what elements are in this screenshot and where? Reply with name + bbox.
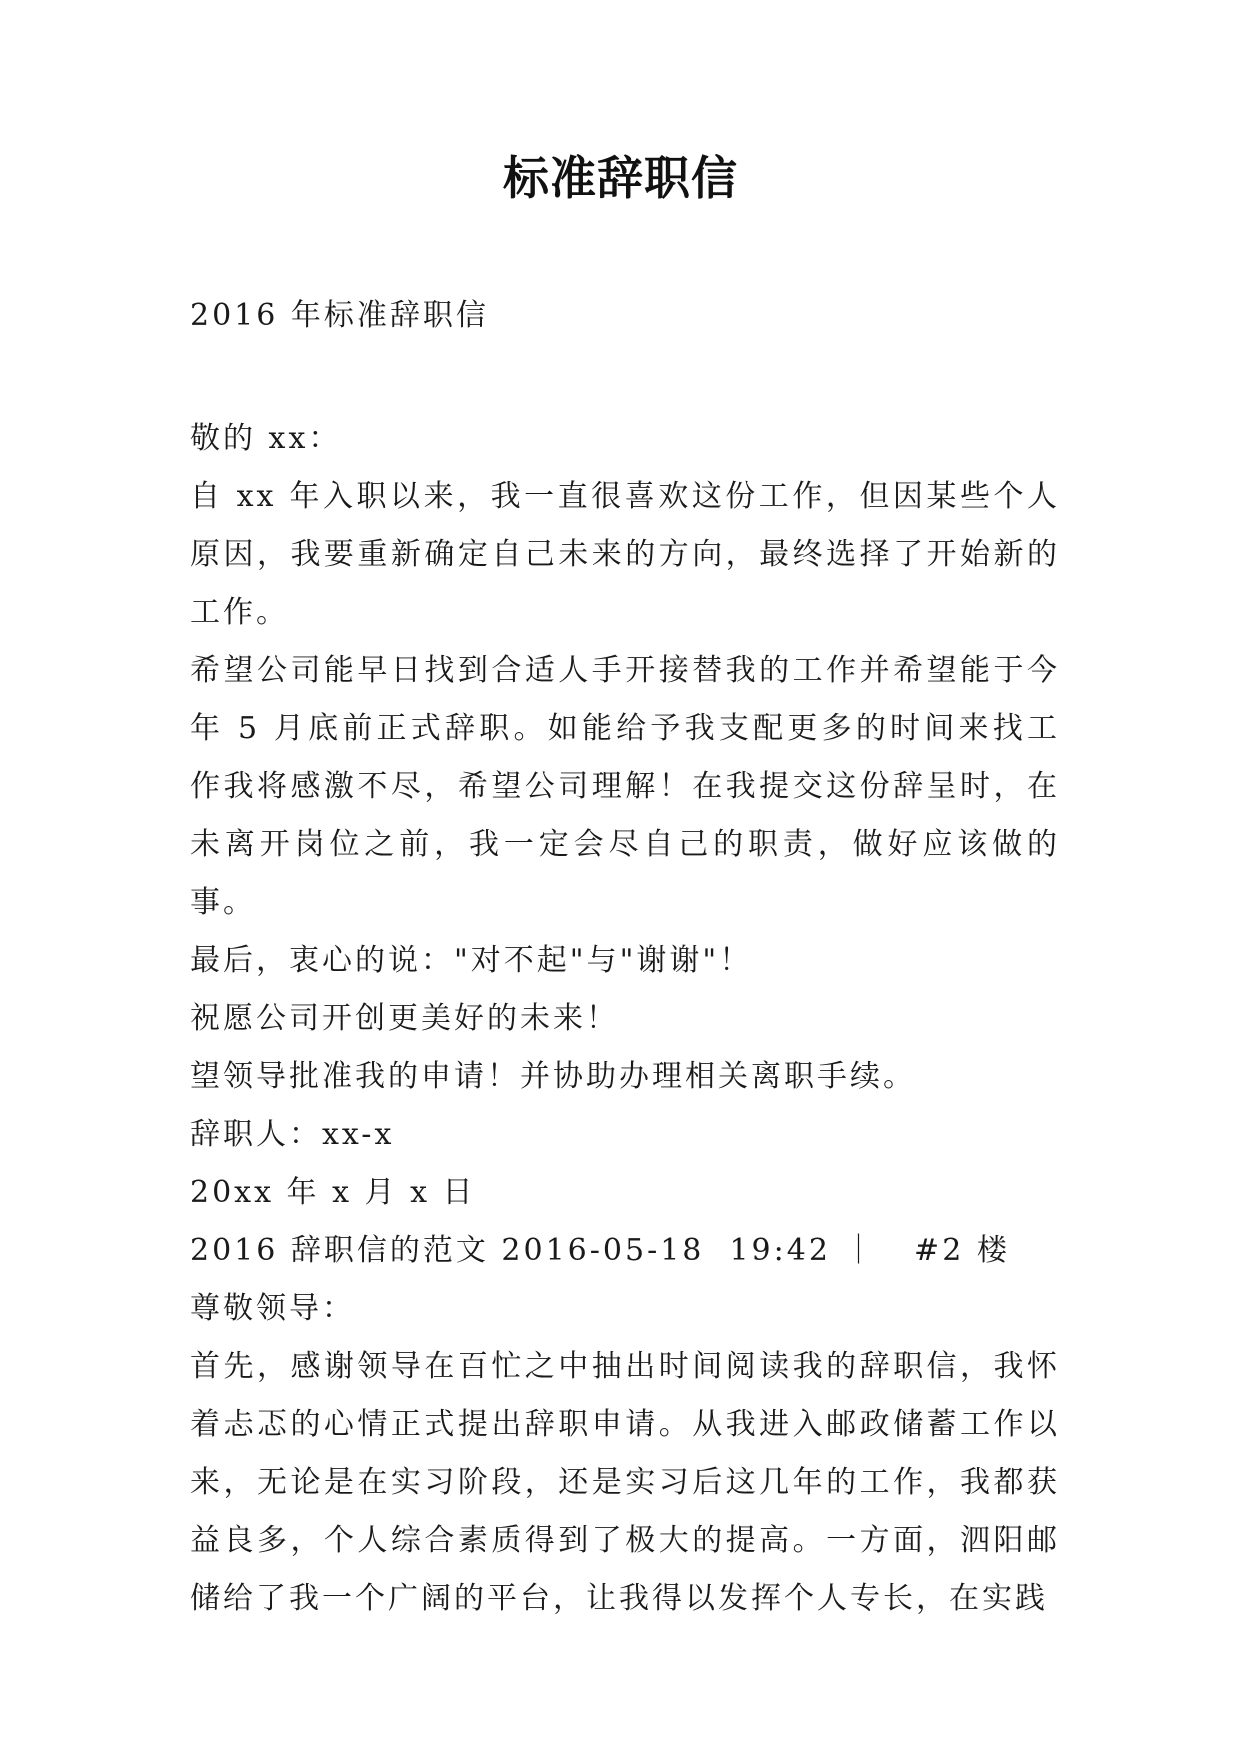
paragraph-thanks: 最后，衷心的说："对不起"与"谢谢"！: [190, 943, 753, 978]
paragraph-approval: 望领导批准我的申请！并协助办理相关离职手续。: [190, 1059, 916, 1094]
second-salutation: 尊敬领导：: [190, 1291, 355, 1326]
document-subtitle: 2016 年标准辞职信: [190, 298, 489, 333]
paragraph-gratitude: 首先，感谢领导在百忙之中抽出时间阅读我的辞职信，我怀着忐忑的心情正式提出辞职申请。从我进入邮政储蓄工作以来，无论是在实习阶段，还是实习后这几年的工作，我都获益良多，个人综合素质得到了极大的提高。一方面，泗阳邮储给了我一个广阔的平台，让我得以发挥个人专长，在实践: [190, 1349, 1060, 1616]
paragraph-request: 希望公司能早日找到合适人手开接替我的工作并希望能于今年 5 月底前正式辞职。如能给予我支配更多的时间来找工作我将感激不尽，希望公司理解！在我提交这份辞呈时，在未离开岗位之前，我一定会尽自己的职责，做好应该做的事。: [190, 653, 1060, 920]
signature-date: 20xx 年 x 月 x 日: [190, 1175, 476, 1210]
paragraph-reason: 自 xx 年入职以来，我一直很喜欢这份工作，但因某些个人原因，我要重新确定自己未来的方向，最终选择了开始新的工作。: [190, 479, 1060, 630]
document-body: [190, 410, 1060, 1628]
salutation: 敬的 xx：: [190, 421, 342, 456]
post-header: 2016 辞职信的范文 2016-05-18 19:42 ｜ #2 楼: [190, 1233, 1010, 1268]
document-title: 标准辞职信: [503, 151, 738, 205]
paragraph-wishes: 祝愿公司开创更美好的未来！: [190, 1001, 619, 1036]
signature-name: 辞职人：xx-x: [190, 1117, 395, 1152]
